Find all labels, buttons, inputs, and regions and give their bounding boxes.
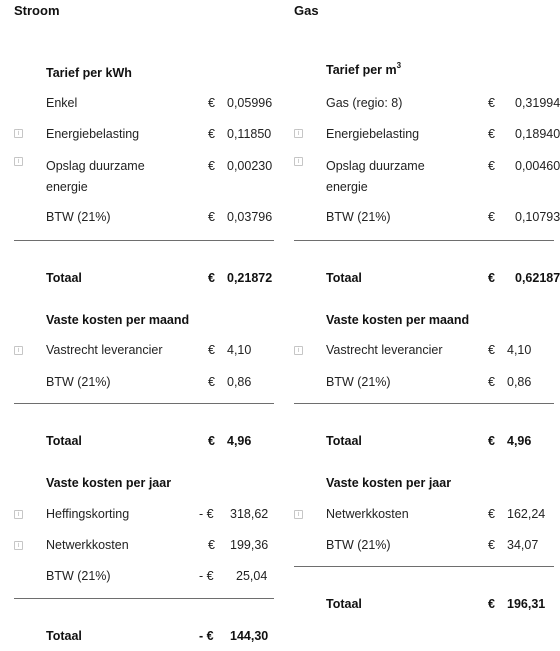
stroom-jaar-btw-label: BTW (21%) [46, 569, 111, 583]
stroom-energiebelasting-label: Energiebelasting [46, 127, 140, 141]
gas-opslag-label-line2: energie [326, 180, 368, 194]
gas-btw-label: BTW (21%) [326, 210, 391, 224]
stroom-maand-heading: Vaste kosten per maand [46, 313, 190, 327]
info-icon[interactable]: i [294, 129, 303, 138]
info-icon[interactable]: i [294, 157, 303, 166]
gas-tarief-heading [326, 60, 402, 77]
gas-energiebelasting-label: Energiebelasting [326, 127, 420, 141]
stroom-vastrecht-value: 4,10 [227, 343, 252, 357]
gas-btw-value: 0,10793 [515, 210, 560, 224]
gas-netwerkkosten-label: Netwerkkosten [326, 507, 409, 521]
gas-maand-btw-currency: € [488, 375, 495, 389]
gas-tarief-total-label: Totaal [326, 271, 362, 285]
stroom-heffingskorting-value: 318,62 [230, 507, 269, 521]
divider [294, 566, 554, 567]
stroom-opslag-label-line2: energie [46, 180, 88, 194]
stroom-enkel-label: Enkel [46, 96, 78, 110]
stroom-netwerkkosten-label: Netwerkkosten [46, 538, 129, 552]
stroom-jaar-total-value: 144,30 [230, 629, 269, 643]
gas-netwerkkosten-currency: € [488, 507, 495, 521]
gas-regio-label: Gas (regio: 8) [326, 96, 403, 110]
stroom-enkel-value: 0,05996 [227, 96, 273, 110]
gas-netwerkkosten-value: 162,24 [507, 507, 546, 521]
divider [14, 598, 274, 599]
gas-tarief-total-currency: € [488, 271, 495, 285]
info-icon[interactable]: i [14, 129, 23, 138]
stroom-tarief-total-currency: € [208, 271, 215, 285]
stroom-tarief-total-label: Totaal [46, 271, 82, 285]
gas-maand-total-currency: € [488, 434, 495, 448]
gas-jaar-btw-currency: € [488, 538, 495, 552]
divider [294, 403, 554, 404]
gas-jaar-heading: Vaste kosten per jaar [326, 476, 452, 490]
stroom-maand-btw-label: BTW (21%) [46, 375, 111, 389]
stroom-energiebelasting-value: 0,11850 [227, 127, 272, 141]
gas-maand-total-value: 4,96 [507, 434, 532, 448]
gas-maand-btw-value: 0,86 [507, 375, 532, 389]
divider [14, 240, 274, 241]
stroom-energiebelasting-currency: € [208, 127, 215, 141]
info-icon[interactable]: i [294, 346, 303, 355]
divider [14, 403, 274, 404]
gas-energiebelasting-value: 0,18940 [515, 127, 560, 141]
gas-jaar-btw-label: BTW (21%) [326, 538, 391, 552]
info-icon[interactable]: i [14, 510, 23, 519]
stroom-vastrecht-currency: € [208, 343, 215, 357]
gas-jaar-total-label: Totaal [326, 597, 362, 611]
stroom-opslag-value: 0,00230 [227, 159, 273, 173]
stroom-tarief-total-value: 0,21872 [227, 271, 273, 285]
gas-regio-value: 0,31994 [515, 96, 560, 110]
gas-opslag-currency: € [488, 159, 495, 173]
gas-vastrecht-label: Vastrecht leverancier [326, 343, 443, 357]
stroom-vastrecht-label: Vastrecht leverancier [46, 343, 163, 357]
info-icon[interactable]: i [14, 541, 23, 550]
stroom-jaar-total-currency: - € [199, 629, 214, 643]
gas-energiebelasting-currency: € [488, 127, 495, 141]
stroom-btw-value: 0,03796 [227, 210, 273, 224]
stroom-btw-currency: € [208, 210, 215, 224]
gas-maand-heading: Vaste kosten per maand [326, 313, 470, 327]
stroom-opslag-label-line1: Opslag duurzame [46, 159, 145, 173]
gas-tarief-heading-text: Tarief per m [326, 63, 397, 77]
stroom-jaar-total-label: Totaal [46, 629, 82, 643]
stroom-maand-total-currency: € [208, 434, 215, 448]
gas-opslag-label-line1: Opslag duurzame [326, 159, 425, 173]
stroom-heffingskorting-label: Heffingskorting [46, 507, 130, 521]
stroom-netwerkkosten-value: 199,36 [230, 538, 269, 552]
gas-maand-btw-label: BTW (21%) [326, 375, 391, 389]
divider [294, 240, 554, 241]
info-icon[interactable]: i [14, 346, 23, 355]
stroom-maand-total-value: 4,96 [227, 434, 252, 448]
gas-jaar-btw-value: 34,07 [507, 538, 539, 552]
gas-btw-currency: € [488, 210, 495, 224]
stroom-maand-btw-currency: € [208, 375, 215, 389]
gas-title: Gas [294, 3, 319, 18]
stroom-opslag-currency: € [208, 159, 215, 173]
stroom-maand-total-label: Totaal [46, 434, 82, 448]
gas-tarief-heading-sup: 3 [396, 60, 402, 70]
gas-tarief-total-value: 0,62187 [515, 271, 560, 285]
gas-regio-currency: € [488, 96, 495, 110]
gas-vastrecht-value: 4,10 [507, 343, 532, 357]
stroom-jaar-heading: Vaste kosten per jaar [46, 476, 172, 490]
gas-jaar-total-value: 196,31 [507, 597, 546, 611]
stroom-jaar-btw-currency: - € [199, 569, 214, 583]
stroom-jaar-btw-value: 25,04 [236, 569, 268, 583]
gas-vastrecht-currency: € [488, 343, 495, 357]
gas-jaar-total-currency: € [488, 597, 495, 611]
stroom-heffingskorting-currency: - € [199, 507, 214, 521]
stroom-netwerkkosten-currency: € [208, 538, 215, 552]
stroom-title: Stroom [14, 3, 60, 18]
stroom-tarief-heading: Tarief per kWh [46, 66, 132, 80]
info-icon[interactable]: i [14, 157, 23, 166]
stroom-btw-label: BTW (21%) [46, 210, 111, 224]
info-icon[interactable]: i [294, 510, 303, 519]
gas-opslag-value: 0,00460 [515, 159, 560, 173]
stroom-maand-btw-value: 0,86 [227, 375, 252, 389]
gas-maand-total-label: Totaal [326, 434, 362, 448]
stroom-enkel-currency: € [208, 96, 215, 110]
